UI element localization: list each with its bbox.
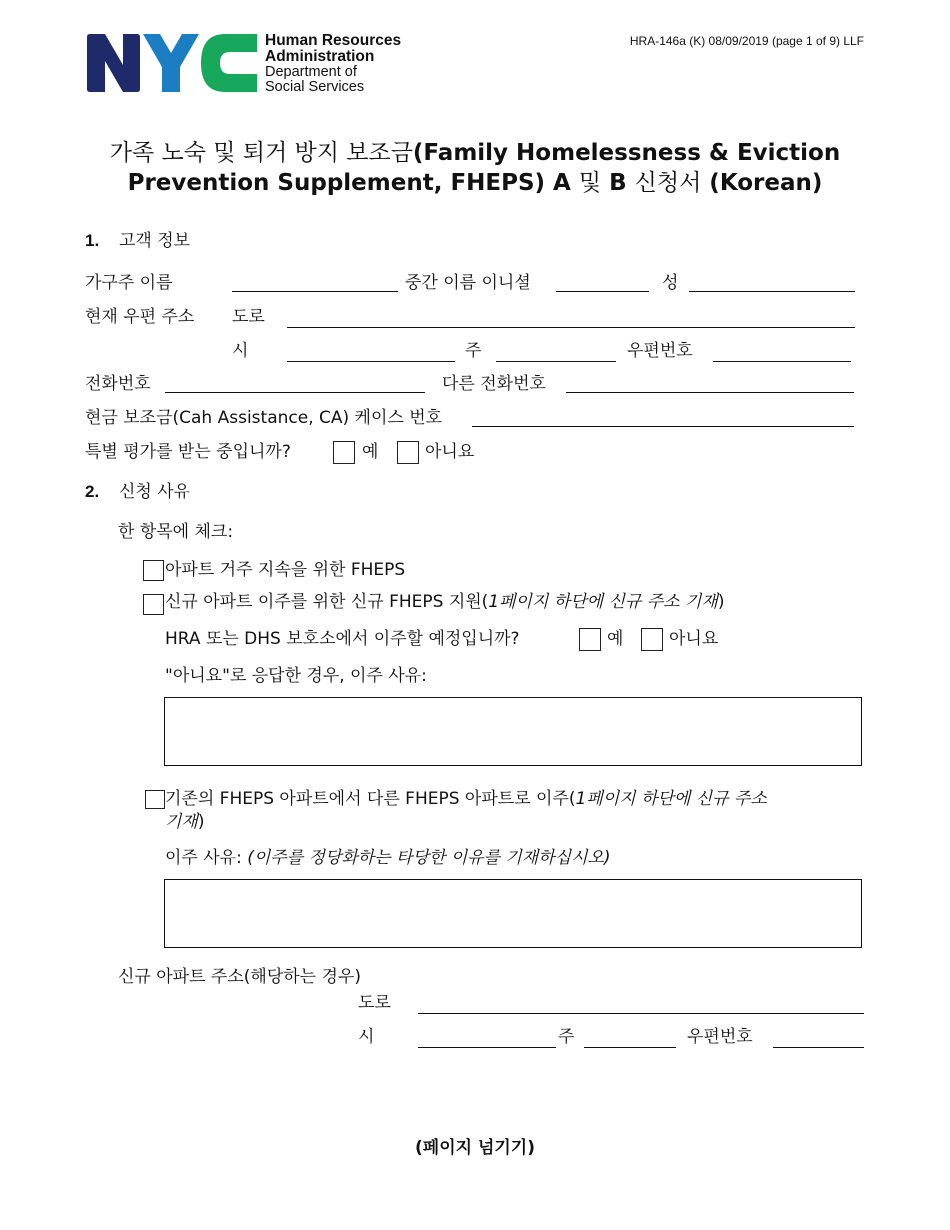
street-field[interactable] [287,327,855,328]
title-en2: Prevention Supplement, FHEPS) A [127,170,579,196]
title-application: 신청서 [634,170,702,196]
new-zip-label: 우편번호 [687,1027,753,1047]
middle-initial-label: 중간 이름 이니셜 [405,273,531,293]
special-eval-no-checkbox[interactable] [397,441,419,464]
other-phone-label: 다른 전화번호 [442,374,546,394]
head-name-field[interactable] [232,291,398,292]
head-name-label: 가구주 이름 [85,273,173,293]
city-field[interactable] [287,361,455,362]
new-street-label: 도로 [358,993,391,1013]
section1-heading [85,231,190,251]
option3-close: ) [197,812,205,832]
if-no-reason-textbox[interactable] [164,697,862,766]
zip-field[interactable] [713,361,851,362]
mailing-address-label: 현재 우편 주소 [85,307,195,327]
page-title [70,138,880,198]
zip-label: 우편번호 [627,341,693,361]
check-one-instruction: 한 항목에 체크: [118,522,234,542]
state-field[interactable] [496,361,616,362]
option2-close: ) [717,592,725,612]
new-address-label: 신규 아파트 주소(해당하는 경우) [118,967,361,987]
section1-title: 고객 정보 [119,231,191,251]
section2-title: 신청 사유 [119,482,191,502]
section2-heading [85,482,190,502]
agency-line4: Social Services [265,79,365,95]
other-phone-field[interactable] [566,392,854,393]
agency-line2: Administration [265,48,375,65]
new-city-label: 시 [358,1027,375,1047]
option2-text: 신규 아파트 이주를 위한 신규 FHEPS 지원( [165,592,489,612]
title-b: B [601,170,635,196]
form-id: HRA-146a (K) 08/09/2019 (page 1 of 9) LLF [629,34,864,48]
agency-line1: Human Resources [265,32,402,49]
option3-label [165,789,767,809]
shelter-no-checkbox[interactable] [641,628,663,651]
new-state-label: 주 [558,1027,575,1047]
move-reason-label [165,848,611,868]
option1-checkbox[interactable] [143,560,164,581]
option1-label: 아파트 거주 지속을 위한 FHEPS [165,560,406,580]
option3-label-cont [165,812,205,832]
option3-note: 1페이지 하단에 신규 주소 [575,789,767,809]
shelter-no-label: 아니요 [669,629,719,649]
title-and: 및 [578,170,602,196]
option2-label [165,592,724,612]
state-label: 주 [465,341,482,361]
new-state-field[interactable] [584,1047,676,1048]
if-no-reason-label: "아니요"로 응답한 경우, 이주 사유: [165,666,427,686]
move-reason-note: (이주를 정당화하는 타당한 이유를 기재하십시오) [247,848,611,868]
special-eval-yes-label: 예 [362,442,379,462]
special-eval-yes-checkbox[interactable] [333,441,355,464]
section1-number: 1. [85,231,100,250]
middle-initial-field[interactable] [556,291,649,292]
special-eval-question: 특별 평가를 받는 중입니까? [85,442,291,462]
shelter-question: HRA 또는 DHS 보호소에서 이주할 예정입니까? [165,629,520,649]
agency-name [265,33,401,95]
option2-note: 1페이지 하단에 신규 주소 기재 [488,592,718,612]
city-label: 시 [232,341,249,361]
new-zip-field[interactable] [773,1047,864,1048]
option3-note-cont: 기재 [165,812,198,832]
nyc-logo [85,33,260,93]
agency-line3: Department of [265,64,357,80]
new-city-field[interactable] [418,1047,556,1048]
shelter-yes-checkbox[interactable] [579,628,601,651]
move-reason-text: 이주 사유: [165,848,248,868]
title-en: (Family Homelessness & Eviction [412,140,841,166]
option3-text: 기존의 FHEPS 아파트에서 다른 FHEPS 아파트로 이주( [165,789,576,809]
shelter-yes-label: 예 [607,629,624,649]
title-ko: 가족 노숙 및 퇴거 방지 보조금 [109,140,413,166]
section2-number: 2. [85,482,100,501]
page-turn-note: (페이지 넘기기) [415,1138,535,1158]
phone-field[interactable] [165,392,425,393]
phone-label: 전화번호 [85,374,151,394]
last-name-label: 성 [662,273,679,293]
last-name-field[interactable] [689,291,855,292]
option3-checkbox[interactable] [145,790,165,809]
ca-case-field[interactable] [472,426,854,427]
move-reason-textbox[interactable] [164,879,862,948]
special-eval-no-label: 아니요 [425,442,475,462]
option2-checkbox[interactable] [143,594,164,615]
ca-case-label: 현금 보조금(Cah Assistance, CA) 케이스 번호 [85,408,443,428]
title-lang: (Korean) [701,170,823,196]
street-label: 도로 [232,307,265,327]
new-street-field[interactable] [418,1013,864,1014]
